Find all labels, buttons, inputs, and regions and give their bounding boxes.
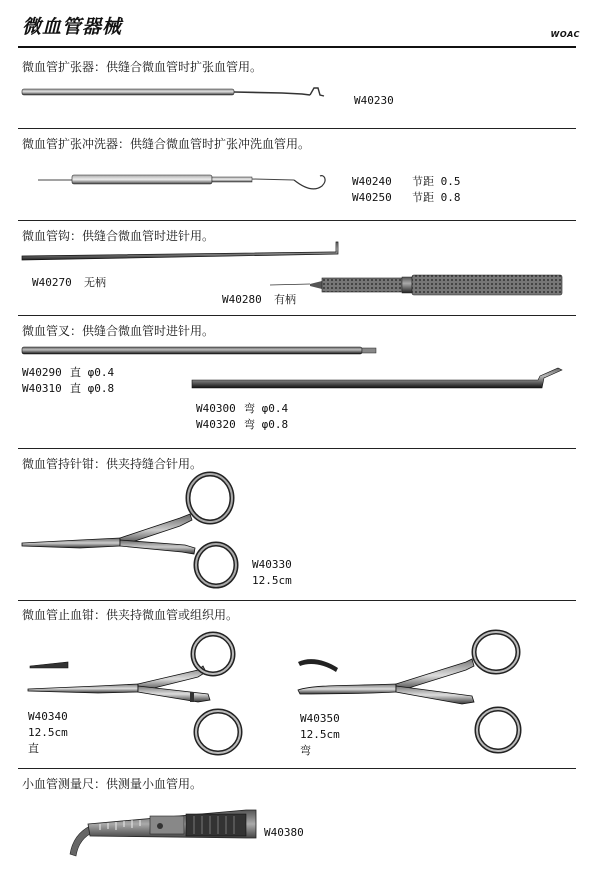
irrigator-illustration <box>38 166 338 206</box>
spec-w40280: 有柄 <box>274 293 296 306</box>
brand-mark: WOAC <box>550 30 580 39</box>
code-w40310: W40310 <box>22 382 62 395</box>
gauge-illustration <box>66 802 266 860</box>
code-w40280: W40280 <box>222 293 262 306</box>
header-rule <box>18 46 576 48</box>
spec-w40250: 节距 0.8 <box>412 191 461 204</box>
section-heading-fork: 微血管叉：供缝合微血管时进针用。 <box>22 324 215 338</box>
section-heading-gauge: 小血管测量尺：供测量小血管用。 <box>22 777 203 791</box>
section-divider <box>18 128 576 129</box>
spec-w40270: 无柄 <box>84 276 106 289</box>
spec-w40340: 直 <box>28 742 39 755</box>
code-w40290: W40290 <box>22 366 62 379</box>
code-w40380: W40380 <box>264 826 304 839</box>
size-w40340: 12.5cm <box>28 726 68 739</box>
section-heading-needle-holder: 微血管持针钳：供夹持缝合针用。 <box>22 457 203 471</box>
code-w40230: W40230 <box>354 94 394 107</box>
curved-fork-illustration <box>190 362 570 394</box>
section-divider <box>18 448 576 449</box>
handled-hook-illustration <box>270 270 570 300</box>
hook-illustration <box>20 238 350 262</box>
straight-fork-illustration <box>20 343 382 359</box>
code-w40270: W40270 <box>32 276 72 289</box>
code-w40340: W40340 <box>28 710 68 723</box>
section-heading-hook: 微血管钩：供缝合微血管时进针用。 <box>22 229 215 243</box>
curved-hemostat-illustration <box>296 632 536 762</box>
code-w40320: W40320 <box>196 418 236 431</box>
spec-w40320: 弯 φ0.8 <box>244 418 289 431</box>
spec-w40310: 直 φ0.8 <box>70 382 115 395</box>
straight-hemostat-illustration <box>28 632 278 772</box>
section-heading-dilator: 微血管扩张器：供缝合微血管时扩张血管用。 <box>22 60 263 74</box>
section-heading-irrigator: 微血管扩张冲洗器：供缝合微血管时扩张冲洗血管用。 <box>22 137 311 151</box>
code-w40330: W40330 <box>252 558 292 571</box>
size-w40350: 12.5cm <box>300 728 340 741</box>
code-w40300: W40300 <box>196 402 236 415</box>
code-w40250: W40250 <box>352 191 392 204</box>
code-w40350: W40350 <box>300 712 340 725</box>
section-heading-hemostat: 微血管止血钳：供夹持微血管或组织用。 <box>22 608 239 622</box>
page-title: 微血管器械 <box>22 16 123 38</box>
spec-w40350: 弯 <box>300 744 311 757</box>
section-divider <box>18 315 576 316</box>
spec-w40290: 直 φ0.4 <box>70 366 115 379</box>
needle-holder-illustration <box>20 470 250 590</box>
code-w40240: W40240 <box>352 175 392 188</box>
section-divider <box>18 220 576 221</box>
section-divider <box>18 600 576 601</box>
size-w40330: 12.5cm <box>252 574 292 587</box>
spec-w40240: 节距 0.5 <box>412 175 461 188</box>
spec-w40300: 弯 φ0.4 <box>244 402 289 415</box>
section-divider <box>18 768 576 769</box>
dilator-illustration <box>20 82 340 106</box>
